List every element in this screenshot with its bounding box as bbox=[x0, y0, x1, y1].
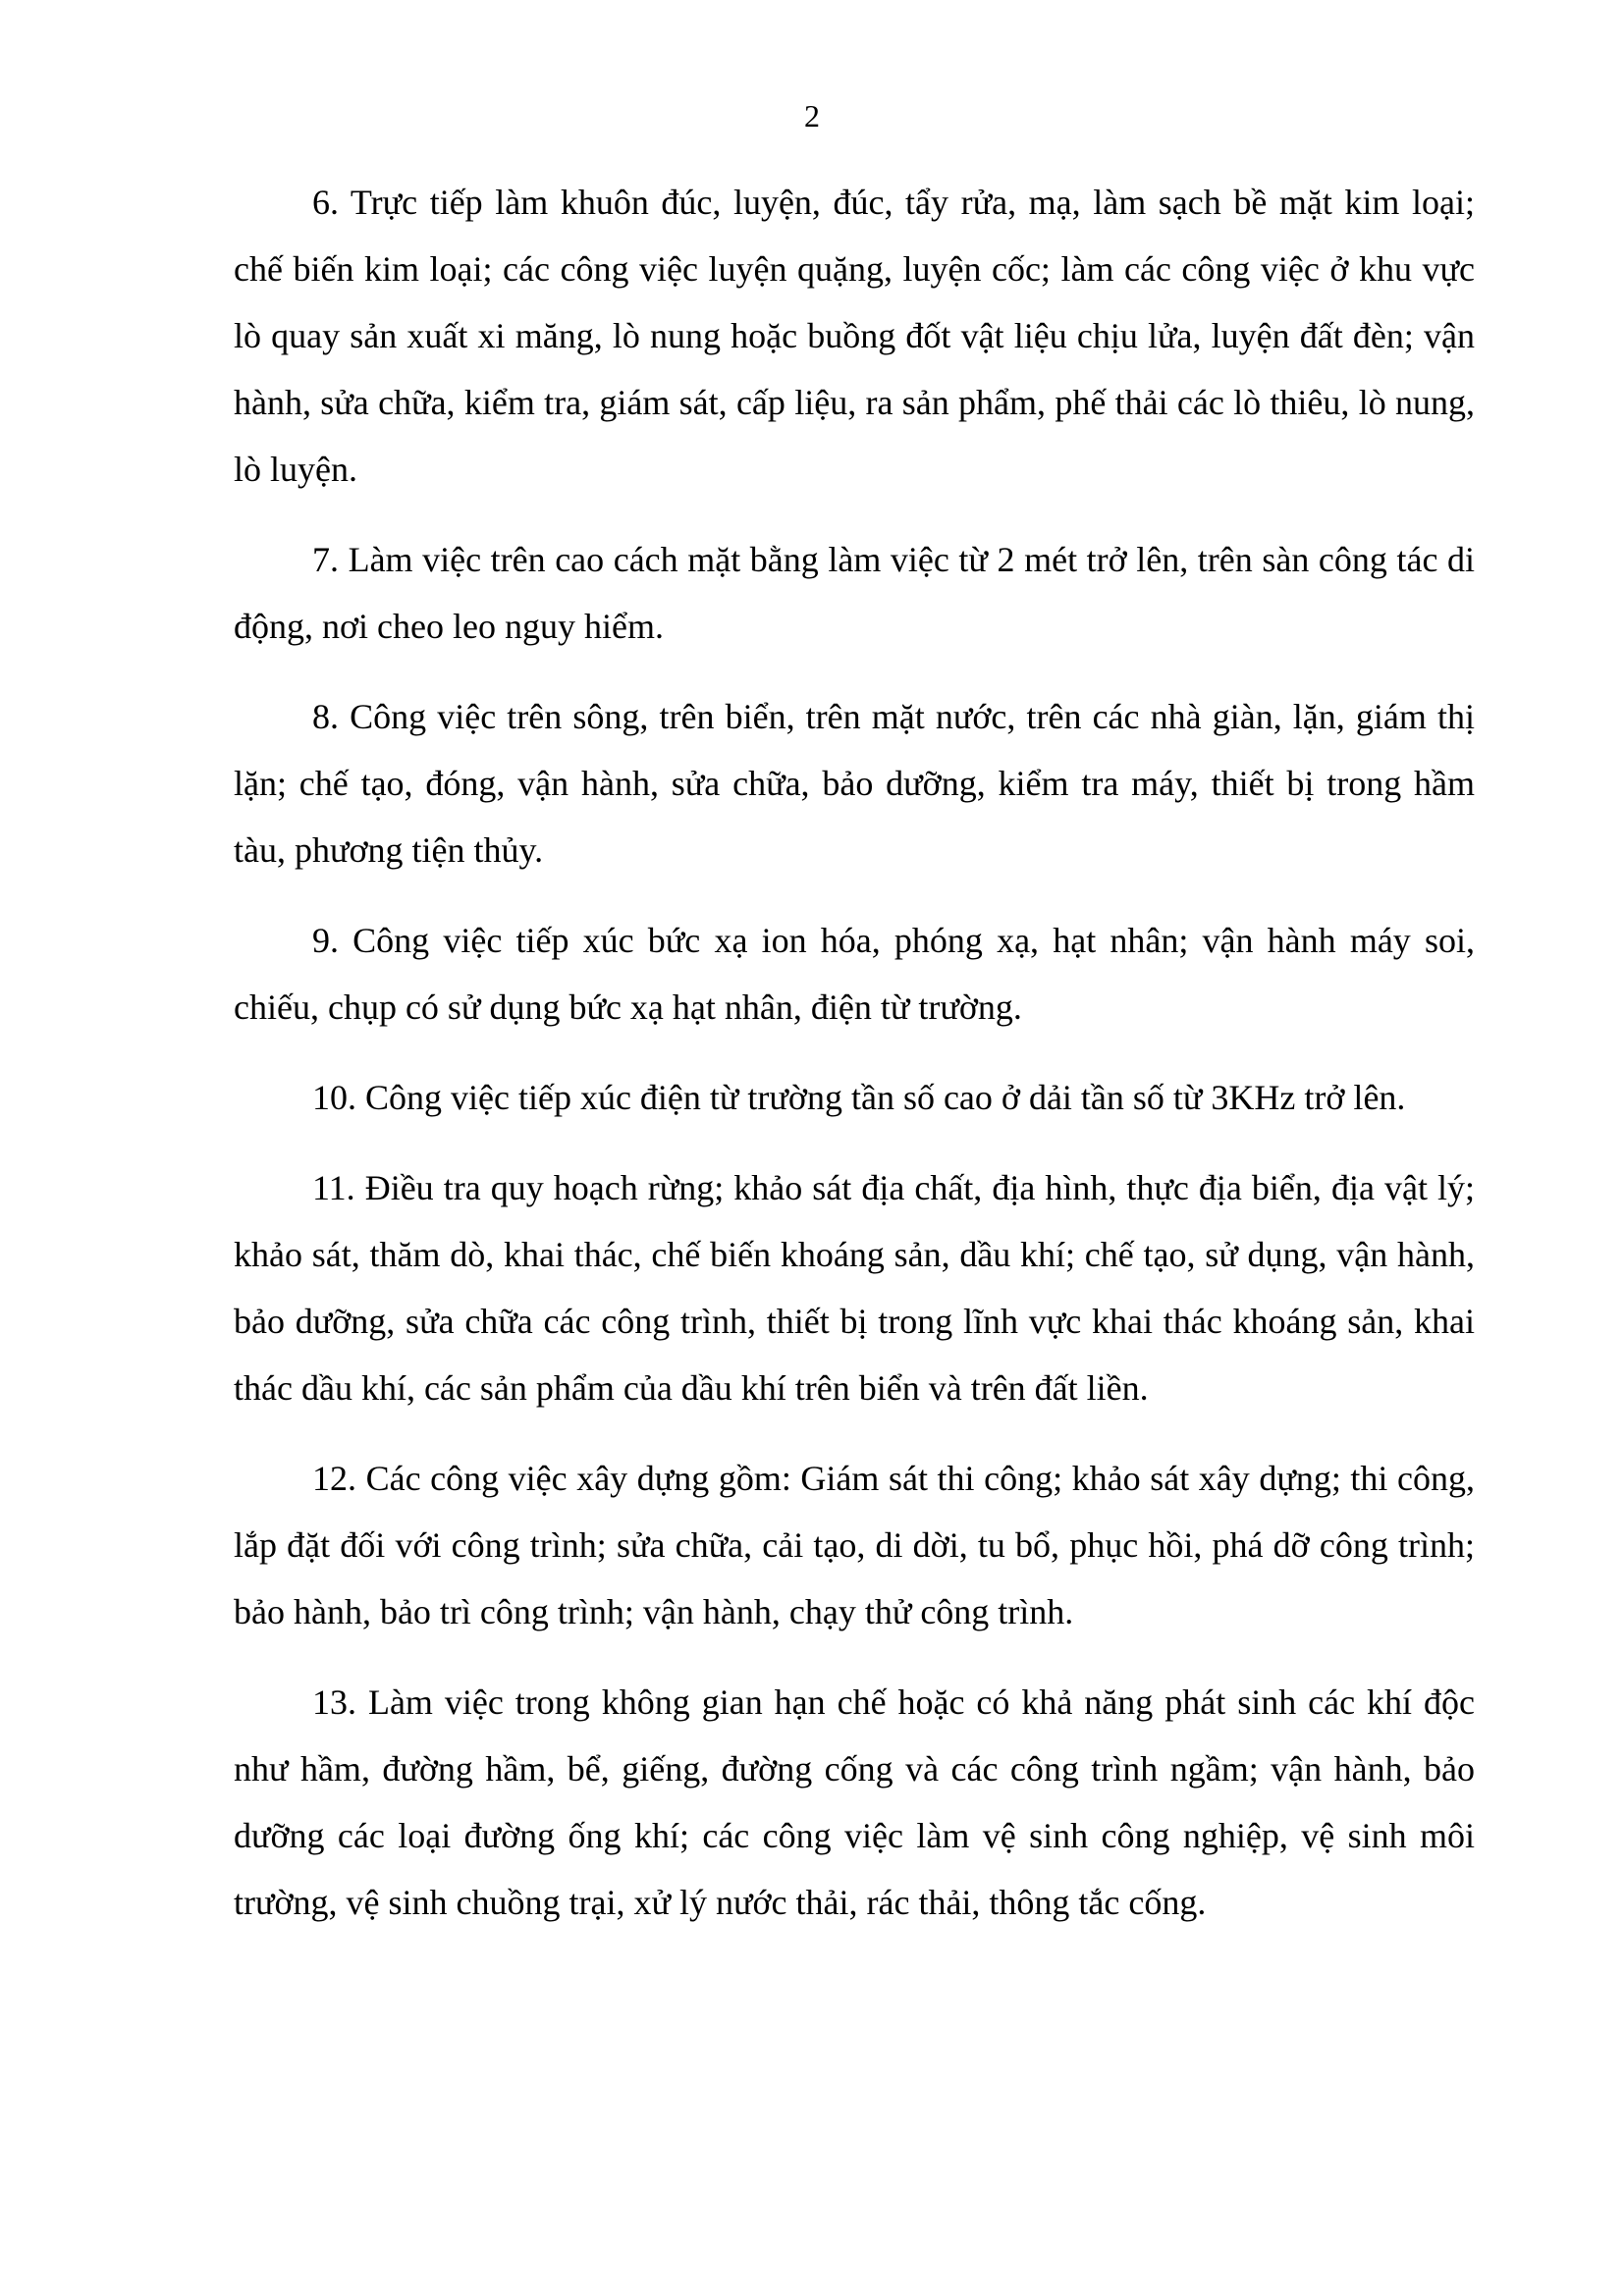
page-number: 2 bbox=[804, 98, 820, 133]
paragraph-item-11: 11. Điều tra quy hoạch rừng; khảo sát địa chất, địa hình, thực địa biển, địa vật lý; khảo sát, thăm dò, khai thác, chế biến khoáng sản, dầu khí; chế tạo, sử dụng, vận hành, bảo dưỡng, sửa chữa các công trình, thiết bị trong lĩnh vực khai thác khoáng sản, khai thác dầu khí, các sản phẩm của dầu khí trên biển và trên đất liền. bbox=[234, 1168, 1475, 1408]
paragraph-item-12: 12. Các công việc xây dựng gồm: Giám sát thi công; khảo sát xây dựng; thi công, lắp đặt đối với công trình; sửa chữa, cải tạo, di dời, tu bổ, phục hồi, phá dỡ công trình; bảo hành, bảo trì công trình; vận hành, chạy thử công trình. bbox=[234, 1459, 1475, 1631]
paragraph-item-7: 7. Làm việc trên cao cách mặt bằng làm việc từ 2 mét trở lên, trên sàn công tác di động, nơi cheo leo nguy hiểm. bbox=[234, 540, 1475, 646]
paragraph-item-13: 13. Làm việc trong không gian hạn chế hoặc có khả năng phát sinh các khí độc như hầm, đường hầm, bể, giếng, đường cống và các công trình ngầm; vận hành, bảo dưỡng các loại đường ống khí; các công việc làm vệ sinh công nghiệp, vệ sinh môi trường, vệ sinh chuồng trại, xử lý nước thải, rác thải, thông tắc cống. bbox=[234, 1682, 1475, 1922]
paragraph-item-6: 6. Trực tiếp làm khuôn đúc, luyện, đúc, tẩy rửa, mạ, làm sạch bề mặt kim loại; chế biến kim loại; các công việc luyện quặng, luyện cốc; làm các công việc ở khu vực lò quay sản xuất xi măng, lò nung hoặc buồng đốt vật liệu chịu lửa, luyện đất đèn; vận hành, sửa chữa, kiểm tra, giám sát, cấp liệu, ra sản phẩm, phế thải các lò thiêu, lò nung, lò luyện. bbox=[234, 183, 1475, 489]
paragraph-item-8: 8. Công việc trên sông, trên biển, trên mặt nước, trên các nhà giàn, lặn, giám thị lặn; chế tạo, đóng, vận hành, sửa chữa, bảo dưỡng, kiểm tra máy, thiết bị trong hầm tàu, phương tiện thủy. bbox=[234, 697, 1475, 870]
document-body bbox=[234, 169, 1475, 1959]
paragraph-item-9: 9. Công việc tiếp xúc bức xạ ion hóa, phóng xạ, hạt nhân; vận hành máy soi, chiếu, chụp có sử dụng bức xạ hạt nhân, điện từ trường. bbox=[234, 921, 1475, 1027]
paragraph-item-10: 10. Công việc tiếp xúc điện từ trường tần số cao ở dải tần số từ 3KHz trở lên. bbox=[312, 1078, 1406, 1117]
